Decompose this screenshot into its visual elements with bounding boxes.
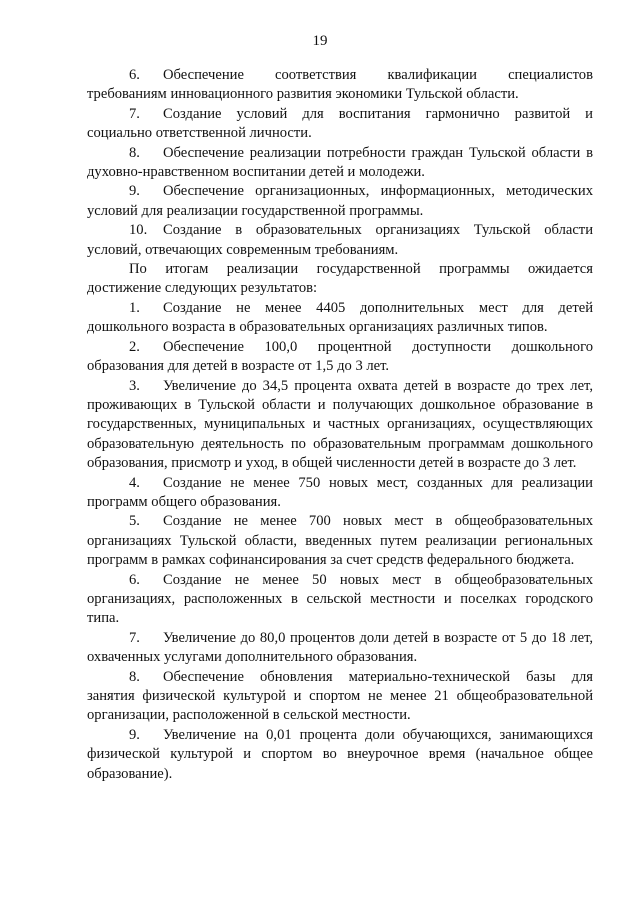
paragraph-text: Обеспечение соответствия квалификации специалистов требованиям инновационного развития экономики Тульской области. [87,67,593,103]
paragraph-number: 8. [129,144,140,161]
paragraph-text: Создание не менее 4405 дополнительных мест для детей дошкольного возраста в образовательных организациях различных типов. [87,299,593,336]
paragraph-number: 9. [129,183,140,200]
paragraph [87,144,593,183]
paragraph-text: По итогам реализации государственной программы ожидается достижение следующих результатов: [87,261,593,297]
paragraph [87,299,593,338]
paragraph-number: 6. [129,67,140,83]
paragraph [87,474,593,513]
paragraph [87,338,593,377]
paragraph-text: Создание не менее 50 новых мест в общеобразовательных организациях, расположенных в сельской местности и поселках городского типа. [87,571,593,627]
paragraph [87,105,593,144]
paragraph-number: 1. [129,299,140,316]
paragraph [87,726,593,784]
paragraph-number: 3. [129,377,140,394]
paragraph [87,512,593,570]
paragraph-number: 10. [129,222,148,239]
paragraph-number: 5. [129,513,140,530]
paragraph-text: Увеличение на 0,01 процента доли обучающихся, занимающихся физической культурой и спортом во внеурочное время (начальное общее образование). [87,726,593,782]
paragraph [87,571,593,629]
paragraph-text: Увеличение до 80,0 процентов доли детей в возрасте от 5 до 18 лет, охваченных услугами дополнительного образования. [87,629,593,666]
paragraph-text: Обеспечение организационных, информационных, методических условий для реализации государственной программы. [87,183,593,219]
paragraph-number: 8. [129,668,140,685]
paragraph [87,182,593,221]
paragraph [87,221,593,260]
paragraph-text: Обеспечение реализации потребности граждан Тульской области в духовно-нравственном воспитании детей и молодежи. [87,144,593,181]
paragraph-text: Создание условий для воспитания гармонично развитой и социально ответственной личности. [87,105,593,142]
paragraph-number: 6. [129,571,140,588]
paragraph-number: 9. [129,726,140,743]
paragraph-text: Обеспечение обновления материально-технической базы для занятия физической культурой и спортом не менее 21 общеобразовательной организации, расположенной в сельской местности. [87,668,593,724]
paragraph-text: Увеличение до 34,5 процента охвата детей в возрасте до трех лет, проживающих в Тульской области и получающих дошкольное образование в государственных, муниципальных и частных организациях, осуществляющих образовательную деятельность по образовательным программам дошкольного образования, присмотр и уход, в общей численности детей в возрасте до 3 лет. [87,377,593,472]
paragraph-text: Создание в образовательных организациях Тульской области условий, отвечающих современным требованиям. [87,222,593,258]
paragraph-number: 7. [129,105,140,122]
paragraph-text: Создание не менее 750 новых мест, созданных для реализации программ общего образования. [87,474,593,510]
page-number: 19 [312,33,328,49]
paragraph-number: 2. [129,338,140,355]
paragraph [87,66,593,105]
paragraph [87,260,593,299]
paragraph-text: Обеспечение 100,0 процентной доступности дошкольного образования для детей в возрасте от 1,5 до 3 лет. [87,338,593,375]
document-body [87,66,593,784]
paragraph-number: 7. [129,629,140,646]
paragraph [87,668,593,726]
paragraph-text: Создание не менее 700 новых мест в общеобразовательных организациях Тульской области, введенных путем реализации региональных программ в рамках софинансирования за счет средств федерального бюджета. [87,513,593,569]
paragraph-number: 4. [129,474,140,491]
paragraph [87,377,593,474]
paragraph [87,629,593,668]
